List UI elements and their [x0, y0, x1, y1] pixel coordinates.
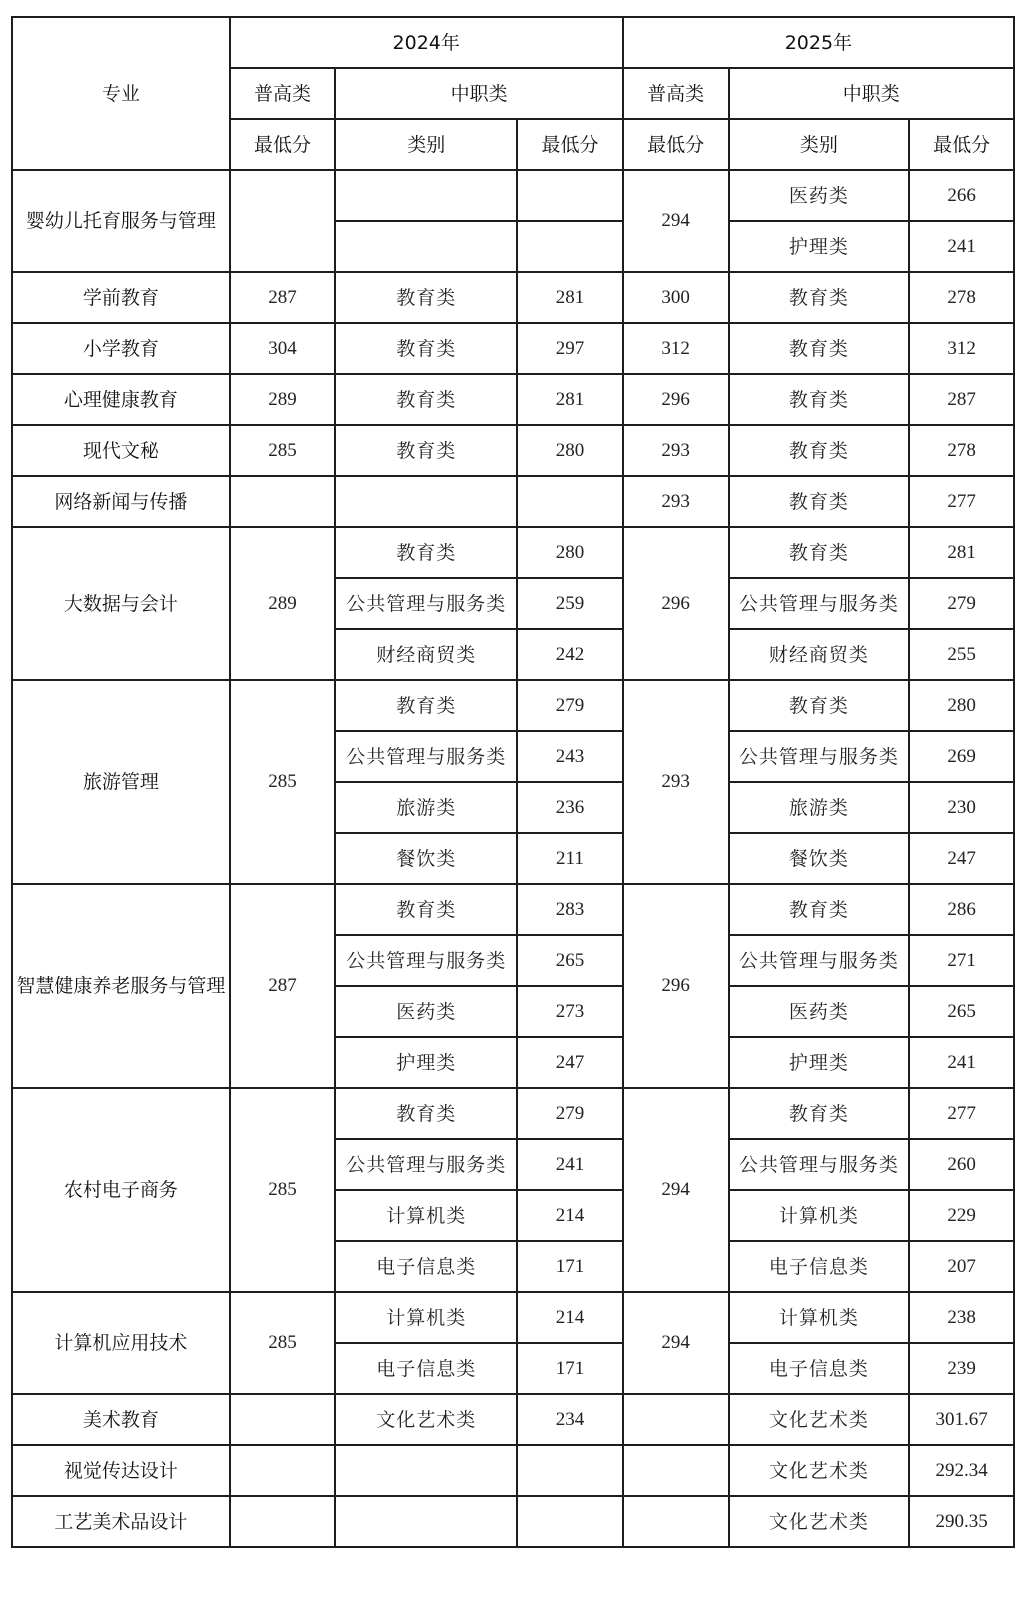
vocational-min-score-2025: 278 — [909, 272, 1014, 323]
vocational-min-score-2025: 238 — [909, 1292, 1014, 1343]
vocational-category-2024: 教育类 — [335, 272, 517, 323]
vocational-min-score-2024: 171 — [517, 1343, 623, 1394]
vocational-category-2025: 教育类 — [729, 884, 910, 935]
vocational-min-score-2024: 214 — [517, 1292, 623, 1343]
general-min-score-2024: 289 — [230, 527, 336, 680]
vocational-category-2024: 教育类 — [335, 1088, 517, 1139]
general-min-score-2025 — [623, 1394, 729, 1445]
vocational-min-score-2025: 277 — [909, 476, 1014, 527]
vocational-min-score-2025: 266 — [909, 170, 1014, 221]
vocational-category-2025: 文化艺术类 — [729, 1445, 910, 1496]
vocational-min-score-2025: 260 — [909, 1139, 1014, 1190]
table-row — [12, 1292, 1014, 1343]
general-min-score-2025: 293 — [623, 476, 729, 527]
general-min-score-2024: 285 — [230, 1088, 336, 1292]
vocational-min-score-2024: 247 — [517, 1037, 623, 1088]
vocational-min-score-2025: 278 — [909, 425, 1014, 476]
header-general-2024: 普高类 — [230, 68, 336, 119]
vocational-min-score-2024: 281 — [517, 272, 623, 323]
table-row — [12, 1394, 1014, 1445]
vocational-min-score-2025: 241 — [909, 221, 1014, 272]
vocational-min-score-2025: 230 — [909, 782, 1014, 833]
vocational-min-score-2024: 234 — [517, 1394, 623, 1445]
general-min-score-2025: 296 — [623, 374, 729, 425]
vocational-min-score-2025: 241 — [909, 1037, 1014, 1088]
header-min-score-general-2025: 最低分 — [623, 119, 729, 170]
vocational-category-2025: 电子信息类 — [729, 1343, 910, 1394]
vocational-category-2024: 公共管理与服务类 — [335, 731, 517, 782]
vocational-category-2025: 计算机类 — [729, 1190, 910, 1241]
general-min-score-2024: 285 — [230, 425, 336, 476]
major-name: 美术教育 — [12, 1394, 230, 1445]
vocational-min-score-2025: 281 — [909, 527, 1014, 578]
table-row — [12, 1496, 1014, 1547]
header-general-2025: 普高类 — [623, 68, 729, 119]
header-vocational-2025: 中职类 — [729, 68, 1014, 119]
vocational-min-score-2025: 290.35 — [909, 1496, 1014, 1547]
vocational-min-score-2025: 301.67 — [909, 1394, 1014, 1445]
vocational-category-2025: 护理类 — [729, 1037, 910, 1088]
vocational-min-score-2024 — [517, 1496, 623, 1547]
header-category-2024: 类别 — [335, 119, 517, 170]
table-row — [12, 884, 1014, 935]
general-min-score-2024: 289 — [230, 374, 336, 425]
vocational-min-score-2025: 265 — [909, 986, 1014, 1037]
vocational-category-2025: 教育类 — [729, 476, 910, 527]
vocational-min-score-2025: 277 — [909, 1088, 1014, 1139]
vocational-category-2025: 文化艺术类 — [729, 1496, 910, 1547]
vocational-min-score-2025: 207 — [909, 1241, 1014, 1292]
vocational-min-score-2024: 281 — [517, 374, 623, 425]
vocational-category-2024: 教育类 — [335, 527, 517, 578]
vocational-category-2024: 护理类 — [335, 1037, 517, 1088]
general-min-score-2025: 294 — [623, 1292, 729, 1394]
vocational-category-2024 — [335, 170, 517, 221]
vocational-min-score-2024 — [517, 1445, 623, 1496]
vocational-min-score-2024: 242 — [517, 629, 623, 680]
vocational-category-2024: 医药类 — [335, 986, 517, 1037]
major-name: 视觉传达设计 — [12, 1445, 230, 1496]
general-min-score-2024 — [230, 1445, 336, 1496]
vocational-min-score-2025: 269 — [909, 731, 1014, 782]
vocational-category-2025: 公共管理与服务类 — [729, 1139, 910, 1190]
vocational-min-score-2024: 273 — [517, 986, 623, 1037]
vocational-min-score-2024: 259 — [517, 578, 623, 629]
major-name: 农村电子商务 — [12, 1088, 230, 1292]
vocational-min-score-2024: 243 — [517, 731, 623, 782]
table-row — [12, 680, 1014, 731]
vocational-min-score-2024: 214 — [517, 1190, 623, 1241]
table-row — [12, 425, 1014, 476]
vocational-min-score-2025: 239 — [909, 1343, 1014, 1394]
vocational-min-score-2025: 279 — [909, 578, 1014, 629]
vocational-category-2025: 教育类 — [729, 272, 910, 323]
vocational-category-2025: 旅游类 — [729, 782, 910, 833]
general-min-score-2024: 304 — [230, 323, 336, 374]
vocational-category-2024: 公共管理与服务类 — [335, 935, 517, 986]
vocational-category-2024 — [335, 476, 517, 527]
general-min-score-2025: 296 — [623, 884, 729, 1088]
vocational-min-score-2025: 255 — [909, 629, 1014, 680]
header-category-2025: 类别 — [729, 119, 910, 170]
general-min-score-2025 — [623, 1445, 729, 1496]
vocational-min-score-2024: 171 — [517, 1241, 623, 1292]
general-min-score-2025: 293 — [623, 680, 729, 884]
vocational-category-2024: 财经商贸类 — [335, 629, 517, 680]
vocational-category-2025: 教育类 — [729, 1088, 910, 1139]
general-min-score-2025: 312 — [623, 323, 729, 374]
admission-score-table — [11, 16, 1015, 1548]
general-min-score-2024: 285 — [230, 680, 336, 884]
vocational-min-score-2024: 283 — [517, 884, 623, 935]
vocational-category-2025: 教育类 — [729, 680, 910, 731]
vocational-category-2025: 医药类 — [729, 986, 910, 1037]
general-min-score-2024: 285 — [230, 1292, 336, 1394]
vocational-category-2025: 计算机类 — [729, 1292, 910, 1343]
vocational-min-score-2025: 286 — [909, 884, 1014, 935]
major-name: 心理健康教育 — [12, 374, 230, 425]
major-name: 现代文秘 — [12, 425, 230, 476]
vocational-min-score-2025: 280 — [909, 680, 1014, 731]
vocational-min-score-2024 — [517, 221, 623, 272]
vocational-min-score-2024: 241 — [517, 1139, 623, 1190]
vocational-min-score-2024: 236 — [517, 782, 623, 833]
vocational-category-2024: 计算机类 — [335, 1190, 517, 1241]
general-min-score-2024 — [230, 476, 336, 527]
general-min-score-2024: 287 — [230, 272, 336, 323]
general-min-score-2024 — [230, 170, 336, 272]
vocational-category-2025: 护理类 — [729, 221, 910, 272]
general-min-score-2025: 300 — [623, 272, 729, 323]
major-name: 大数据与会计 — [12, 527, 230, 680]
vocational-category-2025: 文化艺术类 — [729, 1394, 910, 1445]
vocational-category-2024: 教育类 — [335, 680, 517, 731]
vocational-category-2024: 电子信息类 — [335, 1343, 517, 1394]
major-name: 网络新闻与传播 — [12, 476, 230, 527]
major-name: 智慧健康养老服务与管理 — [12, 884, 230, 1088]
table-row — [12, 1445, 1014, 1496]
table-row — [12, 170, 1014, 221]
major-name: 学前教育 — [12, 272, 230, 323]
vocational-category-2024: 餐饮类 — [335, 833, 517, 884]
vocational-category-2024: 教育类 — [335, 425, 517, 476]
table-row — [12, 1088, 1014, 1139]
vocational-min-score-2024: 265 — [517, 935, 623, 986]
vocational-category-2024: 电子信息类 — [335, 1241, 517, 1292]
vocational-min-score-2025: 312 — [909, 323, 1014, 374]
vocational-min-score-2025: 247 — [909, 833, 1014, 884]
general-min-score-2025 — [623, 1496, 729, 1547]
vocational-min-score-2024: 280 — [517, 425, 623, 476]
vocational-category-2024: 教育类 — [335, 323, 517, 374]
vocational-min-score-2024 — [517, 170, 623, 221]
vocational-category-2025: 财经商贸类 — [729, 629, 910, 680]
vocational-category-2025: 教育类 — [729, 527, 910, 578]
table-row — [12, 527, 1014, 578]
vocational-category-2024: 公共管理与服务类 — [335, 1139, 517, 1190]
vocational-category-2025: 电子信息类 — [729, 1241, 910, 1292]
major-name: 旅游管理 — [12, 680, 230, 884]
vocational-min-score-2025: 271 — [909, 935, 1014, 986]
header-year-2024: 2024年 — [230, 17, 623, 68]
vocational-min-score-2024: 280 — [517, 527, 623, 578]
table-row — [12, 374, 1014, 425]
general-min-score-2024 — [230, 1394, 336, 1445]
major-name: 计算机应用技术 — [12, 1292, 230, 1394]
vocational-min-score-2024: 211 — [517, 833, 623, 884]
general-min-score-2024: 287 — [230, 884, 336, 1088]
major-name: 工艺美术品设计 — [12, 1496, 230, 1547]
vocational-category-2024: 教育类 — [335, 884, 517, 935]
vocational-min-score-2024 — [517, 476, 623, 527]
vocational-min-score-2025: 287 — [909, 374, 1014, 425]
vocational-category-2024 — [335, 1496, 517, 1547]
vocational-category-2025: 公共管理与服务类 — [729, 578, 910, 629]
vocational-category-2025: 教育类 — [729, 323, 910, 374]
header-year-2025: 2025年 — [623, 17, 1014, 68]
major-name: 婴幼儿托育服务与管理 — [12, 170, 230, 272]
general-min-score-2025: 294 — [623, 1088, 729, 1292]
table-row — [12, 272, 1014, 323]
header-min-score-vocational-2025: 最低分 — [909, 119, 1014, 170]
general-min-score-2025: 296 — [623, 527, 729, 680]
vocational-category-2025: 教育类 — [729, 374, 910, 425]
header-min-score-general-2024: 最低分 — [230, 119, 336, 170]
general-min-score-2024 — [230, 1496, 336, 1547]
table-row — [12, 476, 1014, 527]
vocational-min-score-2024: 279 — [517, 680, 623, 731]
vocational-min-score-2024: 297 — [517, 323, 623, 374]
header-major: 专业 — [12, 17, 230, 170]
general-min-score-2025: 294 — [623, 170, 729, 272]
vocational-min-score-2025: 292.34 — [909, 1445, 1014, 1496]
general-min-score-2025: 293 — [623, 425, 729, 476]
major-name: 小学教育 — [12, 323, 230, 374]
vocational-category-2025: 餐饮类 — [729, 833, 910, 884]
vocational-category-2024: 文化艺术类 — [335, 1394, 517, 1445]
vocational-category-2024: 旅游类 — [335, 782, 517, 833]
vocational-category-2025: 医药类 — [729, 170, 910, 221]
vocational-category-2024 — [335, 1445, 517, 1496]
vocational-category-2025: 公共管理与服务类 — [729, 731, 910, 782]
vocational-category-2024 — [335, 221, 517, 272]
vocational-min-score-2025: 229 — [909, 1190, 1014, 1241]
table-row — [12, 323, 1014, 374]
vocational-category-2025: 公共管理与服务类 — [729, 935, 910, 986]
vocational-category-2025: 教育类 — [729, 425, 910, 476]
vocational-category-2024: 教育类 — [335, 374, 517, 425]
vocational-category-2024: 公共管理与服务类 — [335, 578, 517, 629]
vocational-min-score-2024: 279 — [517, 1088, 623, 1139]
header-vocational-2024: 中职类 — [335, 68, 622, 119]
header-row-years — [12, 17, 1014, 68]
header-min-score-vocational-2024: 最低分 — [517, 119, 623, 170]
vocational-category-2024: 计算机类 — [335, 1292, 517, 1343]
